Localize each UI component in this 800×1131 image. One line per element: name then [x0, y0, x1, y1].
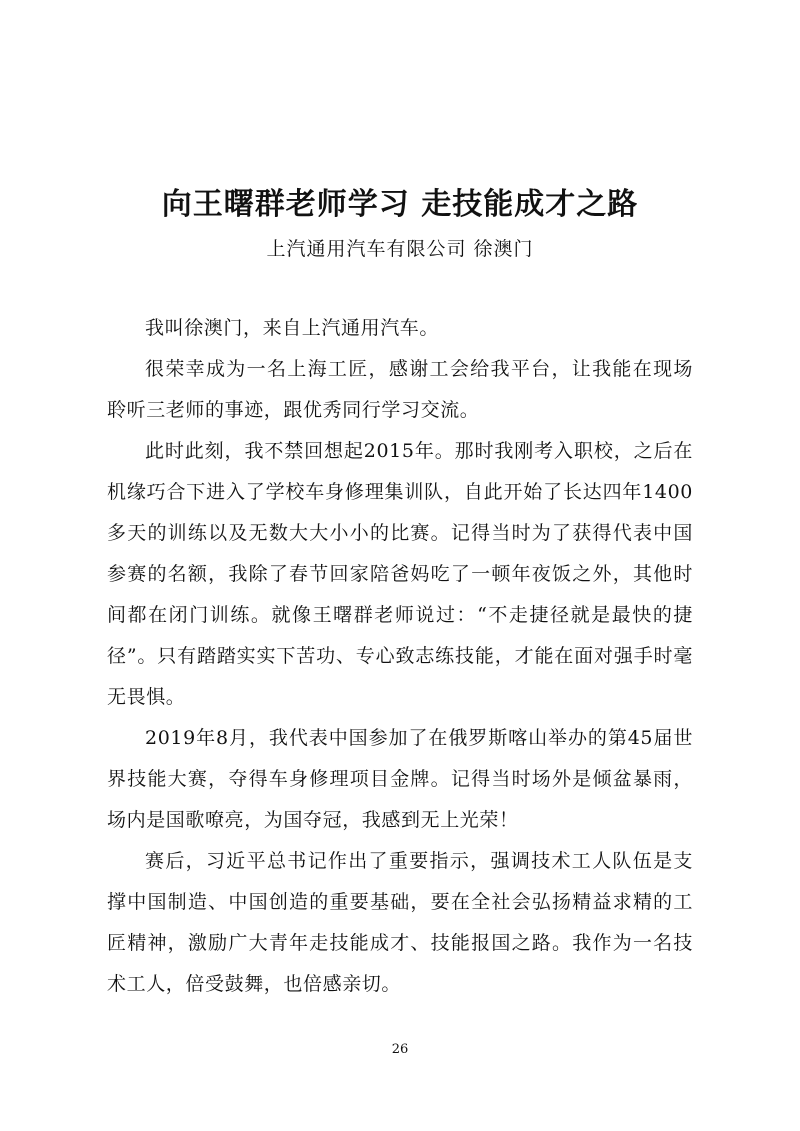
paragraph-honor: 很荣幸成为一名上海工匠，感谢工会给我平台，让我能在现场聆听三老师的事迹，跟优秀同行学习交流。 — [107, 358, 693, 421]
document-body — [107, 308, 693, 1005]
document-title: 向王曙群老师学习 走技能成才之路 — [161, 187, 639, 222]
paragraph-intro: 我叫徐澳门，来自上汽通用汽车。 — [145, 317, 440, 339]
paragraph-after-competition: 赛后，习近平总书记作出了重要指示，强调技术工人队伍是支撑中国制造、中国创造的重要基础，要在全社会弘扬精益求精的工匠精神，激励广大青年走技能成才、技能报国之路。我作为一名技术工人，倍受鼓舞，也倍感亲切。 — [107, 850, 693, 995]
paragraph-training: 此时此刻，我不禁回想起2015年。那时我刚考入职校，之后在机缘巧合下进入了学校车身修理集训队，自此开始了长达四年1400多天的训练以及无数大大小小的比赛。记得当时为了获得代表中国参赛的名额，我除了春节回家陪爸妈吃了一顿年夜饭之外，其他时间都在闭门训练。就像王曙群老师说过：“不走捷径就是最快的捷径”。只有踏踏实实下苦功、专心致志练技能，才能在面对强手时毫无畏惧。 — [107, 440, 693, 708]
paragraph-competition: 2019年8月，我代表中国参加了在俄罗斯喀山举办的第45届世界技能大赛，夺得车身修理项目金牌。记得当时场外是倾盆暴雨，场内是国歌嘹亮，为国夺冠，我感到无上光荣！ — [107, 727, 693, 831]
page-number: 26 — [391, 1042, 409, 1057]
document-author-line: 上汽通用汽车有限公司 徐澳门 — [266, 238, 534, 260]
